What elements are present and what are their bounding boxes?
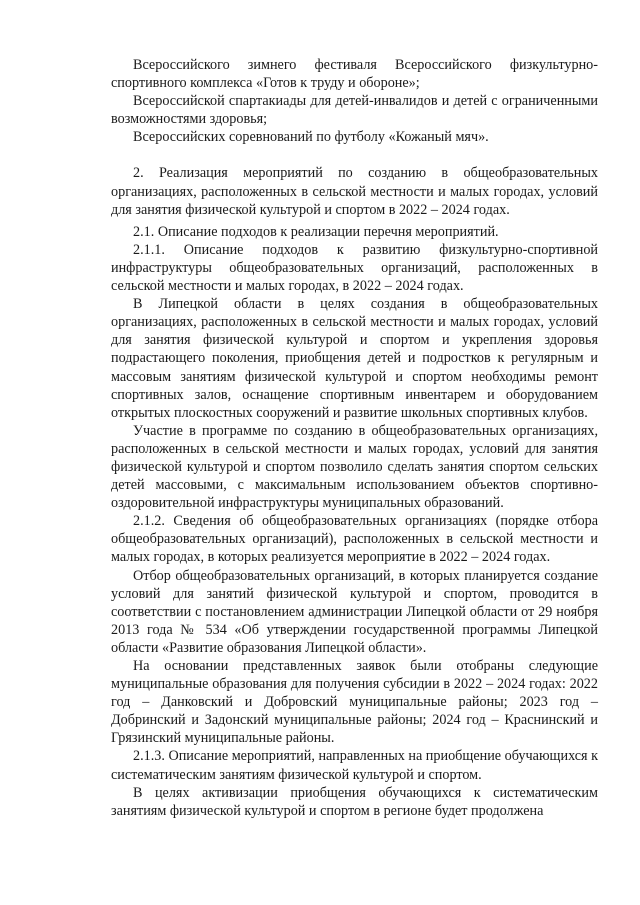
subsection-heading-2-1-2: 2.1.2. Сведения об общеобразовательных организациях (порядке отбора общеобразовательных организаций), расположенных в сельской местности и малых городах, в которых реализуется мероприятие в 2022 – 2024 годах. — [111, 513, 598, 566]
paragraph-applications: На основании представленных заявок были отобраны следующие муниципальные образования для получения субсидии в 2022 – 2024 годах: 2022 год – Данковский и Добровский муниципальные районы; 2023 год – Добринский и Задонский муниципальные районы; 2024 год – Краснинский и Грязинский муниципальные районы. — [111, 658, 598, 747]
paragraph-winter-festival: Всероссийского зимнего фестиваля Всероссийского физкультурно-спортивного комплекса «Готов к труду и обороне»; — [111, 57, 598, 92]
section-spacer — [111, 146, 598, 164]
paragraph-program-participation: Участие в программе по созданию в общеобразовательных организациях, расположенных в сельской местности и малых городах, условий для занятия физической культурой и спортом позволило сделать занятия спортом сельских детей массовыми, с максимальным использованием объектов спортивно-оздоровительной инфраструктуры муниципальных образований. — [111, 422, 598, 512]
section-heading-2: 2. Реализация мероприятий по созданию в общеобразовательных организациях, расположенных в сельской местности и малых городах, условий для занятия физической культурой и спортом в 2022 – 2024 годах. — [111, 165, 598, 218]
paragraph-football: Всероссийских соревнований по футболу «Кожаный мяч». — [133, 129, 489, 146]
paragraph-spartakiada: Всероссийской спартакиады для детей-инвалидов и детей с ограниченными возможностями здоровья; — [111, 93, 598, 128]
paragraph-lipetsk-region: В Липецкой области в целях создания в общеобразовательных организациях, расположенных в сельской местности и малых городах, условий для занятия физической культурой и спортом и укрепления здоровья подрастающего поколения, приобщения детей и подростков к регулярным и массовым занятиям физической культурой и спортом необходимы ремонт спортивных залов, оснащение спортивным инвентарем и оборудованием открытых плоскостных сооружений и развитие школьных спортивных клубов. — [111, 296, 598, 421]
subsection-heading-2-1-1: 2.1.1. Описание подходов к развитию физкультурно-спортивной инфраструктуры общеобразовательных организаций, расположенных в сельской местности и малых городах, в 2022 – 2024 годах. — [111, 241, 598, 295]
document-body — [111, 56, 598, 820]
subsection-heading-2-1: 2.1. Описание подходов к реализации перечня мероприятий. — [133, 223, 499, 240]
paragraph-selection: Отбор общеобразовательных организаций, в которых планируется создание условий для занятий физической культурой и спортом, проводится в соответствии с постановлением администрации Липецкой области от 29 ноября 2013 года № 534 «Об утверждении государственной программы Липецкой области «Развитие образования Липецкой области». — [111, 567, 598, 656]
subsection-heading-2-1-3: 2.1.3. Описание мероприятий, направленных на приобщение обучающихся к систематическим занятиям физической культурой и спортом. — [111, 748, 599, 783]
paragraph-activation: В целях активизации приобщения обучающихся к систематическим занятиям физической культурой и спортом в регионе будет продолжена — [111, 784, 598, 819]
